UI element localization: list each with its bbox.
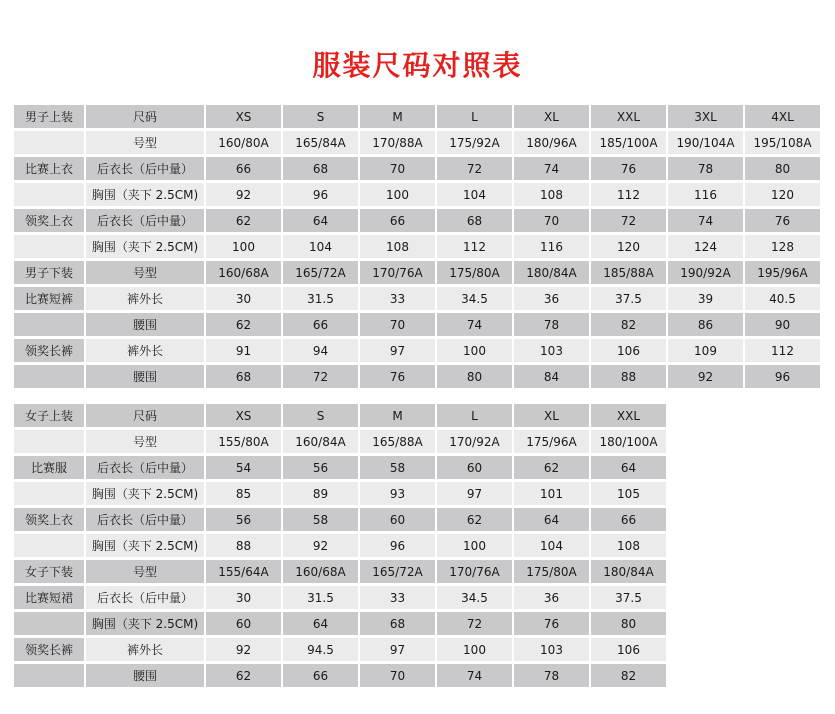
size-cell: 33 [360, 287, 435, 310]
group-label [14, 131, 84, 154]
size-cell: 108 [360, 235, 435, 258]
page-title: 服装尺码对照表 [312, 49, 523, 82]
size-cell: 36 [514, 586, 589, 609]
size-cell: 120 [745, 183, 820, 206]
size-cell: 62 [206, 209, 281, 232]
row-label: 胸围（夹下 2.5CM) [86, 235, 204, 258]
size-cell: 56 [283, 456, 358, 479]
group-label [14, 612, 84, 635]
size-cell: 76 [591, 157, 666, 180]
size-cell: 180/84A [514, 261, 589, 284]
row-label: 胸围（夹下 2.5CM) [86, 534, 204, 557]
row-label: 后衣长（后中量） [86, 508, 204, 531]
row-label: 号型 [86, 261, 204, 284]
size-cell: 76 [745, 209, 820, 232]
size-cell: 100 [360, 183, 435, 206]
size-cell: 56 [206, 508, 281, 531]
size-cell: 96 [283, 183, 358, 206]
row-label: 号型 [86, 430, 204, 453]
table-row [14, 261, 820, 284]
size-cell: 109 [668, 339, 743, 362]
table-row [14, 365, 820, 388]
size-cell: 66 [360, 209, 435, 232]
size-cell: 62 [206, 664, 281, 687]
size-cell: 175/96A [514, 430, 589, 453]
size-cell: 112 [591, 183, 666, 206]
row-label: 尺码 [86, 404, 204, 427]
size-cell: 86 [668, 313, 743, 336]
row-label: 胸围（夹下 2.5CM) [86, 612, 204, 635]
size-cell: 37.5 [591, 287, 666, 310]
size-cell: 104 [283, 235, 358, 258]
group-label: 比赛服 [14, 456, 84, 479]
row-label: 后衣长（后中量） [86, 456, 204, 479]
size-cell: 155/80A [206, 430, 281, 453]
size-cell: 30 [206, 287, 281, 310]
size-cell: 92 [283, 534, 358, 557]
size-cell: 78 [668, 157, 743, 180]
size-cell: 60 [360, 508, 435, 531]
size-cell: 31.5 [283, 586, 358, 609]
size-cell: 74 [437, 313, 512, 336]
men-size-table [12, 102, 822, 391]
table-row [14, 534, 666, 557]
group-label: 比赛上衣 [14, 157, 84, 180]
group-label: 男子上装 [14, 105, 84, 128]
size-cell: 120 [591, 235, 666, 258]
group-label: 领奖上衣 [14, 209, 84, 232]
size-cell: 103 [514, 638, 589, 661]
size-cell: 64 [514, 508, 589, 531]
group-label [14, 534, 84, 557]
size-cell: M [360, 404, 435, 427]
size-cell: 160/84A [283, 430, 358, 453]
size-cell: L [437, 404, 512, 427]
size-cell: 85 [206, 482, 281, 505]
group-label [14, 235, 84, 258]
size-cell: 124 [668, 235, 743, 258]
size-cell: 155/64A [206, 560, 281, 583]
size-cell: 64 [283, 612, 358, 635]
size-cell: 180/96A [514, 131, 589, 154]
size-cell: 195/96A [745, 261, 820, 284]
row-label: 腰围 [86, 313, 204, 336]
row-label: 后衣长（后中量） [86, 157, 204, 180]
size-cell: 165/88A [360, 430, 435, 453]
size-cell: 80 [591, 612, 666, 635]
size-cell: 31.5 [283, 287, 358, 310]
size-cell: 170/88A [360, 131, 435, 154]
size-cell: 94 [283, 339, 358, 362]
table-row [14, 508, 666, 531]
size-cell: 60 [206, 612, 281, 635]
size-cell: 37.5 [591, 586, 666, 609]
size-cell: 116 [514, 235, 589, 258]
size-cell: 106 [591, 339, 666, 362]
size-cell: 97 [360, 339, 435, 362]
table-row [14, 586, 666, 609]
size-cell: 60 [437, 456, 512, 479]
size-cell: 97 [360, 638, 435, 661]
size-cell: 68 [283, 157, 358, 180]
size-cell: 78 [514, 664, 589, 687]
size-cell: 116 [668, 183, 743, 206]
table-row [14, 612, 666, 635]
size-cell: 175/92A [437, 131, 512, 154]
size-cell: 91 [206, 339, 281, 362]
size-cell: XS [206, 404, 281, 427]
size-cell: XL [514, 105, 589, 128]
size-cell: 74 [437, 664, 512, 687]
size-cell: 88 [206, 534, 281, 557]
size-cell: 64 [283, 209, 358, 232]
group-label [14, 482, 84, 505]
size-cell: XXL [591, 105, 666, 128]
size-cell: 68 [360, 612, 435, 635]
row-label: 裤外长 [86, 339, 204, 362]
size-cell: 70 [360, 313, 435, 336]
group-label [14, 430, 84, 453]
size-cell: 68 [206, 365, 281, 388]
size-cell: 58 [283, 508, 358, 531]
group-label: 女子下装 [14, 560, 84, 583]
size-cell: 160/80A [206, 131, 281, 154]
size-cell: 66 [591, 508, 666, 531]
size-cell: 62 [437, 508, 512, 531]
group-label: 比赛短裤 [14, 287, 84, 310]
size-cell: 175/80A [514, 560, 589, 583]
size-cell: 80 [437, 365, 512, 388]
group-label [14, 365, 84, 388]
table-row [14, 157, 820, 180]
group-label [14, 183, 84, 206]
size-cell: 82 [591, 313, 666, 336]
size-cell: 160/68A [206, 261, 281, 284]
women-size-table [12, 401, 668, 690]
size-cell: XXL [591, 404, 666, 427]
size-cell: 93 [360, 482, 435, 505]
size-cell: 190/92A [668, 261, 743, 284]
size-cell: 70 [360, 664, 435, 687]
table-row [14, 313, 820, 336]
size-cell: 97 [437, 482, 512, 505]
table-row [14, 287, 820, 310]
size-cell: 100 [437, 638, 512, 661]
table-row [14, 105, 820, 128]
size-cell: 165/84A [283, 131, 358, 154]
size-cell: 74 [668, 209, 743, 232]
group-label [14, 313, 84, 336]
row-label: 腰围 [86, 664, 204, 687]
table-row [14, 131, 820, 154]
row-label: 后衣长（后中量） [86, 586, 204, 609]
table-row [14, 339, 820, 362]
group-label: 领奖长裤 [14, 339, 84, 362]
table-row [14, 235, 820, 258]
row-label: 腰围 [86, 365, 204, 388]
size-cell: 66 [283, 664, 358, 687]
size-cell: 40.5 [745, 287, 820, 310]
size-cell: 68 [437, 209, 512, 232]
size-cell: 170/76A [360, 261, 435, 284]
row-label: 号型 [86, 131, 204, 154]
size-cell: 175/80A [437, 261, 512, 284]
size-cell: 30 [206, 586, 281, 609]
size-cell: 180/100A [591, 430, 666, 453]
table-row [14, 430, 666, 453]
size-cell: 76 [514, 612, 589, 635]
size-cell: 170/92A [437, 430, 512, 453]
size-cell: 195/108A [745, 131, 820, 154]
row-label: 裤外长 [86, 638, 204, 661]
size-cell: 92 [206, 638, 281, 661]
size-cell: 66 [206, 157, 281, 180]
size-cell: 185/100A [591, 131, 666, 154]
size-cell: 70 [360, 157, 435, 180]
size-cell: 88 [591, 365, 666, 388]
group-label: 比赛短裙 [14, 586, 84, 609]
size-cell: 62 [206, 313, 281, 336]
size-cell: 100 [437, 534, 512, 557]
size-cell: M [360, 105, 435, 128]
table-row [14, 209, 820, 232]
size-cell: 112 [437, 235, 512, 258]
size-cell: 78 [514, 313, 589, 336]
size-cell: 103 [514, 339, 589, 362]
group-label: 领奖长裤 [14, 638, 84, 661]
row-label: 后衣长（后中量） [86, 209, 204, 232]
size-cell: 36 [514, 287, 589, 310]
table-row [14, 638, 666, 661]
group-label: 女子上装 [14, 404, 84, 427]
size-cell: 4XL [745, 105, 820, 128]
size-cell: 70 [514, 209, 589, 232]
table-row [14, 560, 666, 583]
group-label: 男子下装 [14, 261, 84, 284]
table-row [14, 456, 666, 479]
size-cell: 165/72A [360, 560, 435, 583]
table-row [14, 482, 666, 505]
size-cell: 39 [668, 287, 743, 310]
size-cell: 100 [206, 235, 281, 258]
size-cell: 180/84A [591, 560, 666, 583]
size-cell: 170/76A [437, 560, 512, 583]
size-cell: 64 [591, 456, 666, 479]
size-cell: 58 [360, 456, 435, 479]
size-cell: 104 [437, 183, 512, 206]
row-label: 号型 [86, 560, 204, 583]
size-cell: 94.5 [283, 638, 358, 661]
size-cell: 92 [206, 183, 281, 206]
group-label [14, 664, 84, 687]
size-cell: 100 [437, 339, 512, 362]
size-cell: 105 [591, 482, 666, 505]
size-cell: 96 [360, 534, 435, 557]
size-cell: 190/104A [668, 131, 743, 154]
size-cell: 54 [206, 456, 281, 479]
size-cell: 165/72A [283, 261, 358, 284]
size-cell: 3XL [668, 105, 743, 128]
size-cell: 160/68A [283, 560, 358, 583]
size-cell: 108 [591, 534, 666, 557]
size-cell: 76 [360, 365, 435, 388]
size-cell: 33 [360, 586, 435, 609]
size-cell: 66 [283, 313, 358, 336]
size-cell: 101 [514, 482, 589, 505]
size-cell: L [437, 105, 512, 128]
size-cell: 72 [437, 157, 512, 180]
size-cell: S [283, 105, 358, 128]
row-label: 尺码 [86, 105, 204, 128]
size-cell: 80 [745, 157, 820, 180]
size-cell: 34.5 [437, 586, 512, 609]
size-cell: 62 [514, 456, 589, 479]
row-label: 裤外长 [86, 287, 204, 310]
size-cell: 92 [668, 365, 743, 388]
size-cell: 128 [745, 235, 820, 258]
row-label: 胸围（夹下 2.5CM) [86, 183, 204, 206]
size-cell: 112 [745, 339, 820, 362]
size-cell: 72 [437, 612, 512, 635]
group-label: 领奖上衣 [14, 508, 84, 531]
size-cell: 72 [591, 209, 666, 232]
size-cell: 72 [283, 365, 358, 388]
size-cell: 90 [745, 313, 820, 336]
size-cell: 104 [514, 534, 589, 557]
size-cell: 74 [514, 157, 589, 180]
size-cell: 89 [283, 482, 358, 505]
table-row [14, 664, 666, 687]
size-cell: XS [206, 105, 281, 128]
size-cell: XL [514, 404, 589, 427]
table-row [14, 404, 666, 427]
size-cell: 106 [591, 638, 666, 661]
size-cell: 96 [745, 365, 820, 388]
size-cell: 185/88A [591, 261, 666, 284]
size-cell: 34.5 [437, 287, 512, 310]
row-label: 胸围（夹下 2.5CM) [86, 482, 204, 505]
size-cell: S [283, 404, 358, 427]
size-cell: 84 [514, 365, 589, 388]
table-row [14, 183, 820, 206]
size-cell: 82 [591, 664, 666, 687]
size-cell: 108 [514, 183, 589, 206]
